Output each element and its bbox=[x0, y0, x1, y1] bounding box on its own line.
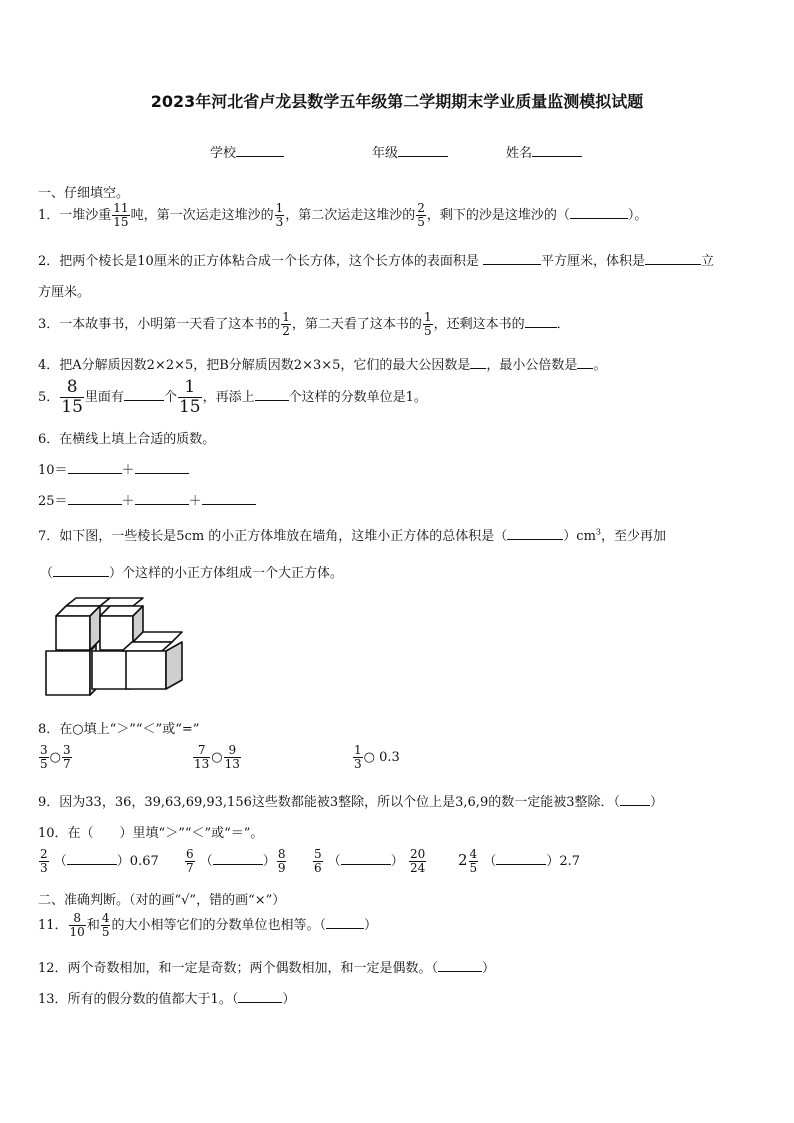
fraction: $\frac{1}{15}$ bbox=[178, 377, 201, 417]
school-blank[interactable] bbox=[236, 142, 284, 157]
fraction: $\frac{3}{7}$ bbox=[62, 743, 71, 771]
answer-blank[interactable] bbox=[438, 957, 482, 972]
answer-blank[interactable] bbox=[496, 850, 546, 865]
answer-blank[interactable] bbox=[135, 459, 189, 474]
name-label: 姓名 bbox=[506, 146, 533, 161]
answer-blank[interactable] bbox=[67, 850, 117, 865]
fraction: $\frac{8}{10}$ bbox=[69, 911, 85, 939]
answer-blank[interactable] bbox=[483, 250, 541, 265]
answer-blank[interactable] bbox=[213, 850, 263, 865]
compare-circle[interactable]: ○ 0.3 bbox=[363, 750, 400, 765]
page-title: 2023年河北省卢龙县数学五年级第二学期期末学业质量监测模拟试题 bbox=[150, 92, 644, 111]
fraction: $\frac{8}{15}$ bbox=[61, 377, 83, 417]
fraction: $\frac{3}{5}$ bbox=[40, 743, 48, 771]
fraction: $\frac{1}{5}$ bbox=[423, 310, 432, 338]
question-6-line-1: 10＝ ＋ bbox=[38, 459, 189, 478]
question-13: 13．所有的假分数的值都大于1。（ ） bbox=[38, 988, 295, 1007]
fraction: $\frac{1}{3}$ bbox=[354, 743, 362, 771]
answer-blank[interactable] bbox=[620, 791, 650, 806]
question-7-continued: （ ）个这样的小正方体组成一个大正方体。 bbox=[40, 562, 343, 581]
question-6: 6．在横线上填上合适的质数。 bbox=[38, 432, 216, 447]
question-11: 11． $\frac{8}{10}$ 和 $\frac{4}{5}$ 的大小相等它们的分数单位也相等。（ ） bbox=[38, 911, 378, 939]
question-9: 9．因为33，36，39,63,69,93,156这些数都能被3整除，所以个位上是3,6,9的数一定能被3整除．（ ） bbox=[38, 791, 663, 810]
question-2: 2．把两个棱长是10厘米的正方体粘合成一个长方体，这个长方体的表面积是 平方厘米，体积是 立 bbox=[38, 250, 714, 269]
answer-blank[interactable] bbox=[507, 525, 563, 540]
fraction: $\frac{4}{5}$ bbox=[469, 847, 478, 875]
fraction: $\frac{9}{13}$ bbox=[224, 743, 240, 771]
fraction: $\frac{5}{6}$ bbox=[314, 847, 322, 875]
answer-blank[interactable] bbox=[255, 386, 289, 401]
question-1: 1．一堆沙重 $\frac{11}{15}$ 吨，第一次运走这堆沙的 $\frac{1}{3}$ ，第二次运走这堆沙的 $\frac{2}{5}$ ，剩下的沙是这堆沙的（ ）。 bbox=[38, 201, 648, 229]
grade-label: 年级 bbox=[372, 146, 399, 161]
question-8-pair-2 bbox=[192, 744, 242, 771]
answer-blank[interactable] bbox=[68, 490, 122, 505]
compare-circle[interactable]: ○ bbox=[211, 750, 223, 765]
answer-blank[interactable] bbox=[202, 490, 256, 505]
answer-blank[interactable] bbox=[470, 354, 486, 369]
school-field[interactable] bbox=[210, 142, 284, 161]
name-field[interactable] bbox=[506, 142, 582, 161]
question-7: 7．如下图，一些棱长是5cm 的小正方体堆放在墙角，这堆小正方体的总体积是（ ）$cm^3$，至少再加 bbox=[38, 525, 666, 544]
fraction: $\frac{2}{3}$ bbox=[40, 847, 48, 875]
fraction: $\frac{6}{7}$ bbox=[186, 847, 194, 875]
question-8: 8．在○填上“＞”“＜”或“=” bbox=[38, 722, 200, 737]
answer-blank[interactable] bbox=[577, 354, 593, 369]
grade-field[interactable] bbox=[372, 142, 448, 161]
question-6-line-2: 25＝ ＋ ＋ bbox=[38, 490, 256, 509]
cube-face bbox=[56, 616, 90, 650]
cube-face bbox=[92, 651, 130, 689]
answer-blank[interactable] bbox=[326, 914, 364, 929]
fraction: $\frac{4}{5}$ bbox=[101, 911, 110, 939]
question-8-pair-1 bbox=[38, 744, 73, 771]
answer-blank[interactable] bbox=[135, 490, 189, 505]
answer-blank[interactable] bbox=[124, 386, 164, 401]
question-10-item-4: 2 $\frac{4}{5}$ （ ）2.7 bbox=[458, 847, 581, 875]
question-10-item-3: $\frac{5}{6}$ （ ） $\frac{20}{24}$ bbox=[314, 847, 426, 875]
answer-blank[interactable] bbox=[645, 250, 701, 265]
question-8-pair-3 bbox=[352, 744, 400, 771]
answer-blank[interactable] bbox=[341, 850, 391, 865]
answer-blank[interactable] bbox=[238, 988, 282, 1003]
answer-blank[interactable] bbox=[525, 313, 557, 328]
question-10: 10．在（ ）里填“＞”“＜”或“＝”。 bbox=[38, 826, 264, 841]
fraction: $\frac{8}{9}$ bbox=[277, 847, 286, 875]
question-10-item-1: $\frac{2}{3}$ （ ）0.67 bbox=[40, 847, 159, 875]
answer-blank[interactable] bbox=[570, 204, 628, 219]
answer-blank[interactable] bbox=[53, 562, 109, 577]
school-label: 学校 bbox=[210, 146, 237, 161]
fraction: $\frac{2}{5}$ bbox=[417, 201, 425, 229]
question-3: 3．一本故事书，小明第一天看了这本书的 $\frac{1}{2}$ ，第二天看了这本书的 $\frac{1}{5}$ ，还剩这本书的 ． bbox=[38, 310, 570, 338]
compare-circle[interactable]: ○ bbox=[49, 750, 61, 765]
question-10-item-2: $\frac{6}{7}$ （ ） $\frac{8}{9}$ bbox=[186, 847, 286, 875]
question-2-continued: 方厘米。 bbox=[38, 285, 91, 300]
section-2-heading: 二、准确判断。（对的画“√”，错的画“×”） bbox=[38, 893, 286, 908]
cube-face bbox=[126, 651, 166, 689]
section-1-heading: 一、仔细填空。 bbox=[38, 186, 130, 201]
question-5: 5． $\frac{8}{15}$ 里面有 个 $\frac{1}{15}$ ，再添上 个这样的分数单位是1。 bbox=[38, 377, 427, 417]
cube-face bbox=[166, 642, 182, 689]
answer-blank[interactable] bbox=[68, 459, 122, 474]
grade-blank[interactable] bbox=[398, 142, 448, 157]
fraction: $\frac{1}{3}$ bbox=[275, 201, 284, 229]
name-blank[interactable] bbox=[532, 142, 582, 157]
fraction: $\frac{11}{15}$ bbox=[113, 201, 129, 229]
cube-stack-figure bbox=[42, 596, 187, 698]
fraction: $\frac{7}{13}$ bbox=[194, 743, 210, 771]
cube-face bbox=[122, 642, 172, 651]
fraction: $\frac{1}{2}$ bbox=[282, 310, 290, 338]
question-12: 12．两个奇数相加，和一定是奇数；两个偶数相加，和一定是偶数。（ ） bbox=[38, 957, 495, 976]
question-4: 4．把A分解质因数2×2×5，把B分解质因数2×3×5，它们的最大公因数是 ，最小公倍数是 。 bbox=[38, 354, 606, 373]
cube-face bbox=[46, 651, 90, 695]
fraction: $\frac{20}{24}$ bbox=[409, 847, 426, 875]
